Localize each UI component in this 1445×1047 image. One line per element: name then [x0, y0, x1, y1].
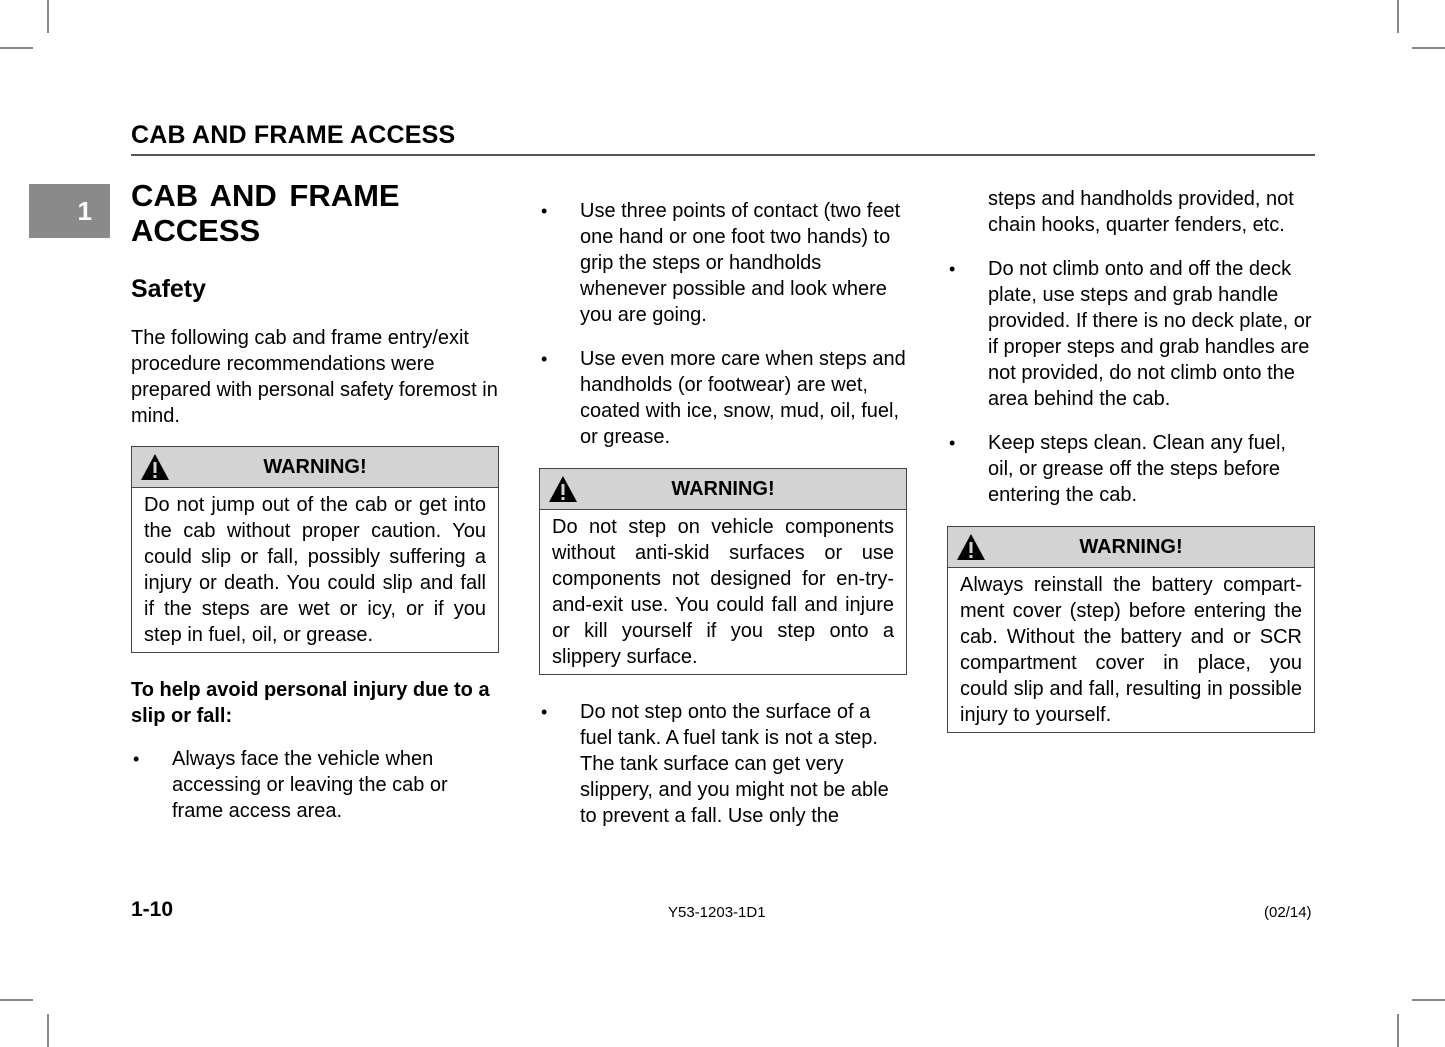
- column-2: [539, 198, 907, 847]
- crop-mark: [1412, 47, 1445, 49]
- crop-mark: [1412, 999, 1445, 1001]
- chapter-number: 1: [77, 195, 92, 226]
- warning-header: [540, 469, 906, 510]
- warning-triangle-icon: [956, 533, 986, 561]
- warning-header: [132, 447, 498, 488]
- list-item-text: Do not step onto the surface of a fuel tank. A fuel tank is not a step. The tank surface can get very slippery, and you might not be able to prevent a fall. Use only the: [580, 701, 889, 827]
- list-item-text: Always face the vehicle when accessing or leaving the cab or frame access area.: [172, 748, 448, 822]
- list-item: [539, 198, 907, 328]
- bullet-icon: •: [541, 702, 548, 722]
- list-item: [539, 699, 907, 829]
- bullet-icon: •: [541, 201, 548, 221]
- warning-text: Do not jump out of the cab or get into the cab without proper caution. You could slip or fall, possibly suffering a injury or death. You could slip and fall if the steps are wet or icy, or if you step in fuel, oil, or grease.: [144, 494, 486, 646]
- list-item: [947, 256, 1315, 412]
- list-item: [947, 430, 1315, 508]
- warning-text: Always reinstall the battery compart-ment cover (step) before entering the cab. Without the battery and or SCR compartment cover in place, you could slip and fall, resulting in possible injury to yourself.: [960, 574, 1302, 726]
- list-item-text: Keep steps clean. Clean any fuel, oil, or grease off the steps before entering the cab.: [988, 432, 1286, 506]
- list-item: [539, 346, 907, 450]
- crop-mark: [1397, 0, 1399, 33]
- list-item-text: Use three points of contact (two feet one hand or one foot two hands) to grip the steps or handholds whenever possible and look where you are going.: [580, 200, 901, 326]
- bullet-icon: •: [949, 433, 956, 453]
- warning-label: WARNING!: [1079, 536, 1183, 558]
- intro-paragraph: The following cab and frame entry/exit procedure recommendations were prepared with personal safety foremost in mind.: [131, 327, 498, 427]
- warning-box: [539, 468, 907, 675]
- crop-mark: [0, 999, 33, 1001]
- warning-box: [131, 446, 499, 653]
- document-code: Y53-1203-1D1: [668, 904, 766, 921]
- list-item-text: Use even more care when steps and handholds (or footwear) are wet, coated with ice, snow, mud, oil, fuel, or grease.: [580, 348, 906, 448]
- crop-mark: [47, 0, 49, 33]
- running-header: CAB AND FRAME ACCESS: [131, 121, 456, 149]
- column-1: [131, 178, 499, 842]
- chapter-tab: [29, 184, 110, 238]
- header-rule: [131, 154, 1315, 156]
- bullet-icon: •: [949, 259, 956, 279]
- subheading: To help avoid personal injury due to a slip or fall:: [131, 679, 490, 727]
- list-item-text: Do not climb onto and off the deck plate, use steps and grab handle provided. If there is no deck plate, or if proper steps and grab handles are not provided, do not climb onto the area behind the cab.: [988, 258, 1312, 410]
- crop-mark: [0, 47, 33, 49]
- warning-triangle-icon: [140, 453, 170, 481]
- column-3: [947, 186, 1315, 757]
- section-heading: Safety: [131, 275, 207, 303]
- page-number: 1-10: [131, 898, 174, 921]
- list-item: [131, 746, 499, 824]
- revision-date: (02/14): [1264, 904, 1312, 921]
- page-title: CAB AND FRAME ACCESS: [131, 178, 400, 248]
- warning-header: [948, 527, 1314, 568]
- bullet-icon: •: [541, 349, 548, 369]
- warning-box: [947, 526, 1315, 733]
- list-item-continuation: steps and handholds provided, not chain hooks, quarter fenders, etc.: [988, 188, 1294, 236]
- warning-triangle-icon: [548, 475, 578, 503]
- crop-mark: [47, 1014, 49, 1047]
- crop-mark: [1397, 1014, 1399, 1047]
- warning-label: WARNING!: [671, 478, 775, 500]
- warning-text: Do not step on vehicle components without anti-skid surfaces or use components not designed for en-try-and-exit use. You could fall and injure or kill yourself if you step onto a slippery surface.: [552, 516, 894, 668]
- warning-label: WARNING!: [263, 456, 367, 478]
- bullet-icon: •: [133, 749, 140, 769]
